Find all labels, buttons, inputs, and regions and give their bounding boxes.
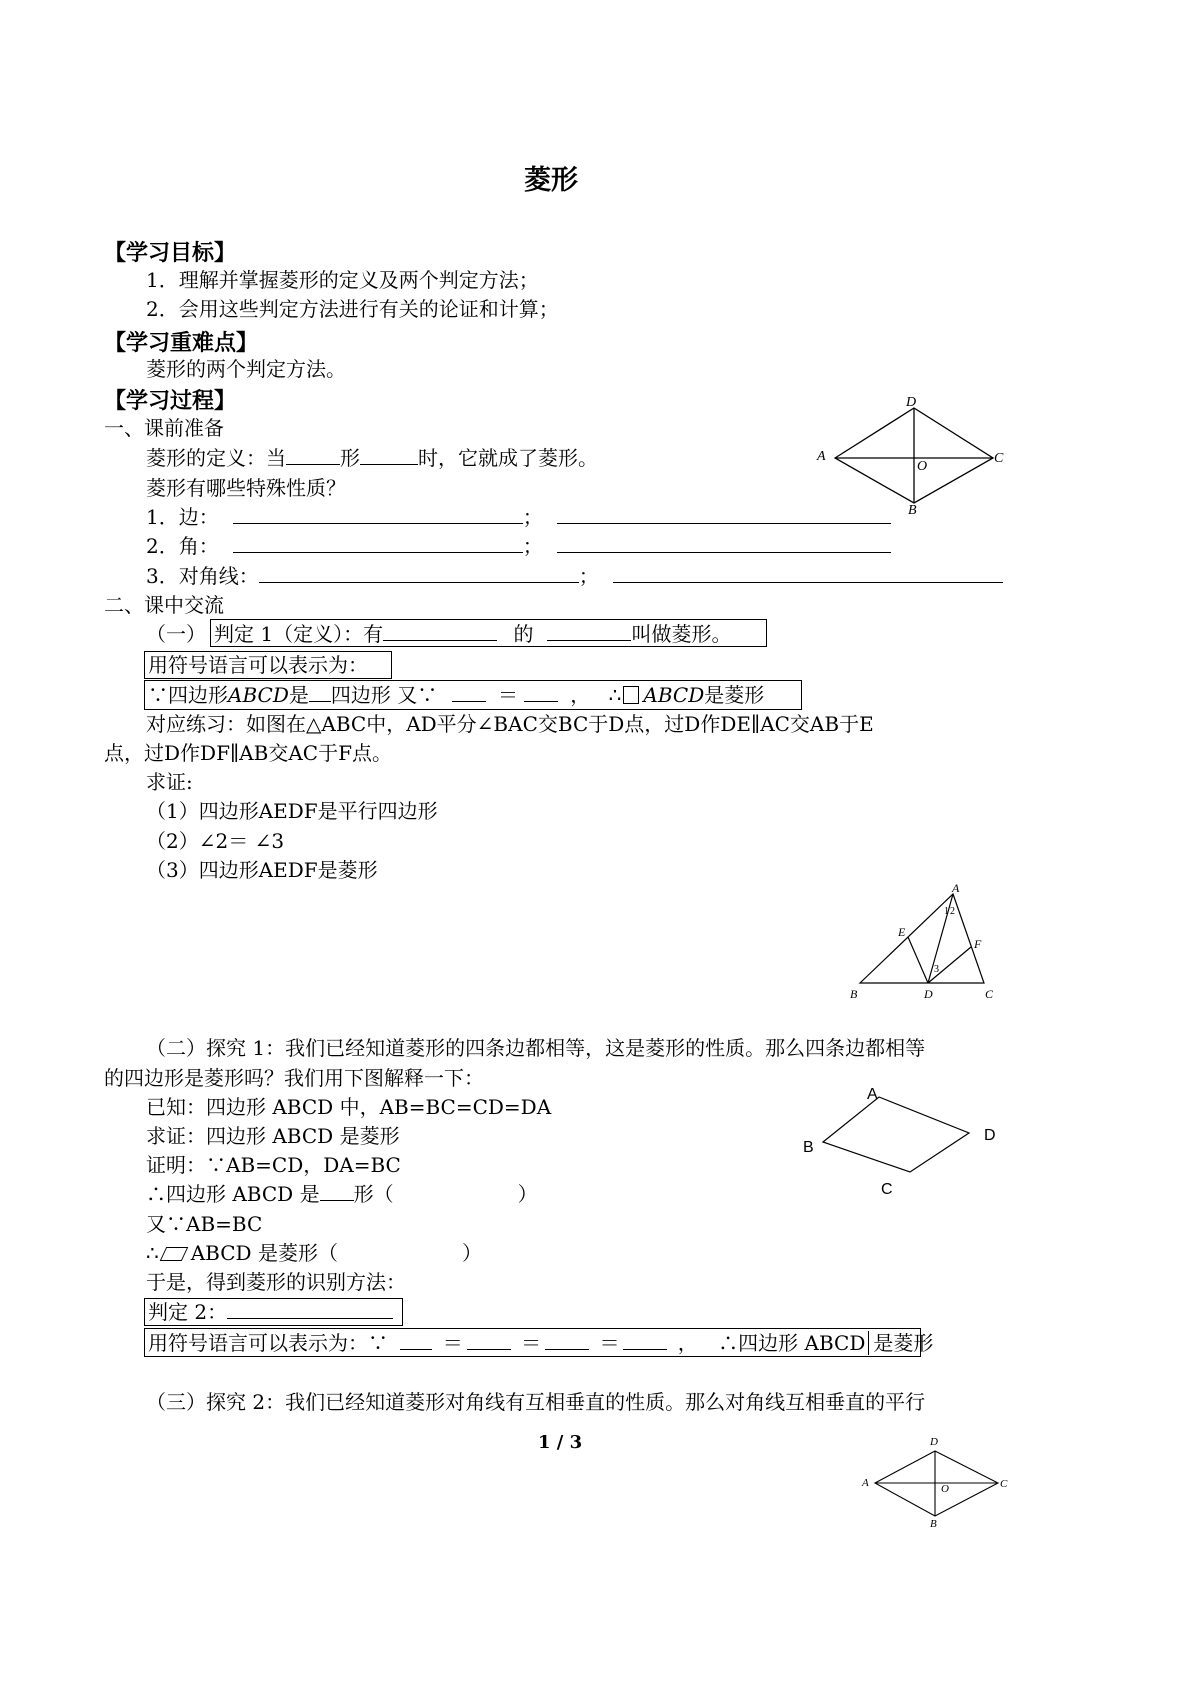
label-c: C — [994, 451, 1004, 466]
page-title: 菱形 — [524, 165, 578, 196]
quad: 四边形 又∵ — [330, 683, 438, 707]
equals: ＝ — [521, 1331, 542, 1355]
blank-field[interactable] — [400, 1331, 432, 1350]
label-a: A — [817, 449, 826, 464]
label-a: A — [867, 1086, 878, 1103]
prove-item: （1）四边形AEDF是平行四边形 — [146, 799, 438, 823]
label-a: A — [952, 881, 960, 895]
rhombus-shape — [823, 1097, 969, 1172]
angle-3-label: 3 — [934, 964, 939, 975]
key-points-heading: 【学习重难点】 — [104, 331, 259, 356]
step-text: 形（ — [353, 1182, 394, 1206]
label-b: B — [803, 1139, 814, 1156]
rhombus-figure-3 — [855, 1430, 1015, 1530]
abcd: ABCD — [643, 683, 705, 707]
blank-field[interactable] — [545, 1331, 589, 1350]
step-text: ABCD 是菱形（ — [190, 1241, 338, 1265]
blank-field[interactable] — [557, 534, 891, 553]
explore1-intro: （二）探究 1：我们已经知道菱形的四条边都相等，这是菱形的性质。那么四条边都相等 — [146, 1036, 926, 1060]
label-e: E — [898, 925, 906, 939]
prove-item: （2）∠2＝ ∠3 — [146, 829, 285, 853]
def-suffix: 时，它就成了菱形。 — [418, 446, 598, 470]
label-o: O — [941, 1483, 949, 1495]
angle-2-label: 2 — [950, 906, 955, 917]
given-text: 已知：四边形 ABCD 中，AB=BC=CD=DA — [146, 1095, 552, 1119]
triangle-figure — [840, 880, 1010, 1002]
part1-heading: 一、课前准备 — [104, 416, 224, 440]
definition-line — [146, 446, 598, 470]
judgement2 — [148, 1300, 393, 1324]
prove-text: 求证：四边形 ABCD 是菱形 — [146, 1124, 400, 1148]
label-b: B — [930, 1518, 937, 1530]
j2-end: ∴四边形 ABCD — [718, 1331, 866, 1355]
explore2-intro: （三）探究 2：我们已经知道菱形对角线有互相垂直的性质。那么对角线互相垂直的平行 — [146, 1390, 926, 1414]
property-question: 菱形有哪些特殊性质？ — [146, 476, 346, 500]
explore1-intro2: 的四边形是菱形吗？我们用下图解释一下： — [104, 1066, 484, 1090]
objective-item: 1．理解并掌握菱形的定义及两个判定方法； — [146, 268, 539, 292]
page-number: 1 / 3 — [538, 1432, 583, 1453]
parallelogram-icon — [623, 686, 639, 704]
separator: ； — [522, 534, 543, 558]
j2-label: 判定 2： — [148, 1300, 228, 1324]
judgement1-text — [214, 622, 731, 646]
is: 是 — [288, 683, 309, 707]
equals: ＝ — [599, 1331, 620, 1355]
label-c: C — [881, 1181, 893, 1198]
equals: ＝ — [497, 683, 518, 707]
blank-field[interactable] — [360, 446, 418, 465]
objective-item: 2．会用这些判定方法进行有关的论证和计算； — [146, 297, 559, 321]
blank-field[interactable] — [320, 1182, 354, 1201]
judgement1-prefix: （一） — [146, 622, 206, 646]
prop-label: 1．边： — [146, 505, 219, 529]
comma: ， — [570, 683, 591, 707]
is-rhombus: 是菱形 — [704, 683, 765, 707]
judgement2-symbol — [148, 1331, 933, 1355]
because: ∵四边形 — [148, 683, 228, 707]
separator: ； — [578, 564, 599, 588]
blank-field[interactable] — [233, 505, 523, 524]
prop-label: 3．对角线： — [146, 564, 259, 588]
step-text: ） — [461, 1241, 482, 1265]
blank-field[interactable] — [613, 564, 1003, 583]
property-angle — [146, 534, 891, 558]
blank-field[interactable] — [233, 534, 523, 553]
symbol-proof — [148, 683, 764, 707]
symbol-language: 用符号语言可以表示为： — [148, 653, 368, 677]
step-text: ） — [517, 1182, 538, 1206]
blank-field[interactable] — [547, 622, 631, 641]
therefore: ∴ — [608, 683, 622, 707]
label-d: D — [984, 1127, 996, 1144]
j1-part: 判定 1（定义）：有 — [214, 622, 384, 646]
rhombus-figure-1 — [805, 390, 1035, 520]
label-c: C — [985, 987, 994, 1001]
label-b: B — [908, 503, 917, 518]
blank-field[interactable] — [524, 683, 558, 702]
exercise-line1: 对应练习：如图在△ABC中，AD平分∠BAC交BC于D点，过D作DE∥AC交AB于E — [146, 712, 874, 736]
blank-field[interactable] — [467, 1331, 511, 1350]
label-f: F — [974, 937, 982, 951]
proof-text: 证明：∵AB=CD，DA=BC — [146, 1153, 401, 1177]
j2-symbol: 用符号语言可以表示为：∵ — [148, 1331, 388, 1355]
property-diagonal — [146, 564, 1003, 588]
step-text: ∴ — [146, 1241, 159, 1265]
exercise-line2: 点，过D作DF∥AB交AC于F点。 — [104, 741, 392, 765]
prove-label: 求证: — [146, 770, 193, 794]
angle-1-label: 1 — [944, 906, 949, 917]
blank-field[interactable] — [623, 1331, 667, 1350]
parallelogram-icon — [159, 1247, 188, 1261]
label-b: B — [850, 987, 858, 1001]
abcd: ABCD — [228, 683, 289, 707]
proof-step — [146, 1241, 482, 1265]
property-edge — [146, 505, 891, 529]
blank-field[interactable] — [452, 683, 486, 702]
j2-is: 是菱形 — [868, 1331, 933, 1355]
label-d: D — [924, 987, 933, 1001]
step-text: ∴四边形 ABCD 是 — [146, 1182, 320, 1206]
blank-field[interactable] — [309, 683, 331, 702]
prop-label: 2．角： — [146, 534, 219, 558]
process-heading: 【学习过程】 — [104, 389, 237, 414]
j1-part: 叫做菱形。 — [631, 622, 732, 646]
objectives-heading: 【学习目标】 — [104, 241, 237, 266]
label-c: C — [1000, 1478, 1008, 1490]
separator: ； — [522, 505, 543, 529]
conclusion-text: 于是，得到菱形的识别方法： — [146, 1270, 406, 1294]
part2-heading: 二、课中交流 — [104, 593, 224, 617]
rhombus-figure-2 — [795, 1082, 1015, 1202]
proof-step — [146, 1182, 538, 1206]
comma: ， — [677, 1331, 698, 1355]
proof-step: 又∵AB=BC — [146, 1212, 263, 1236]
j1-part: 的 — [513, 622, 534, 646]
def-prefix: 菱形的定义：当 — [146, 446, 286, 470]
label-d: D — [906, 395, 917, 410]
equals: ＝ — [442, 1331, 463, 1355]
blank-field[interactable] — [286, 446, 340, 465]
label-o: O — [917, 459, 928, 474]
blank-field[interactable] — [383, 622, 497, 641]
blank-field[interactable] — [259, 564, 579, 583]
label-d: D — [930, 1436, 938, 1448]
segment-de — [908, 937, 928, 983]
key-points-text: 菱形的两个判定方法。 — [146, 357, 346, 381]
def-mid: 形 — [340, 446, 360, 470]
prove-item: （3）四边形AEDF是菱形 — [146, 858, 378, 882]
label-a: A — [862, 1477, 869, 1489]
blank-field[interactable] — [227, 1300, 393, 1319]
